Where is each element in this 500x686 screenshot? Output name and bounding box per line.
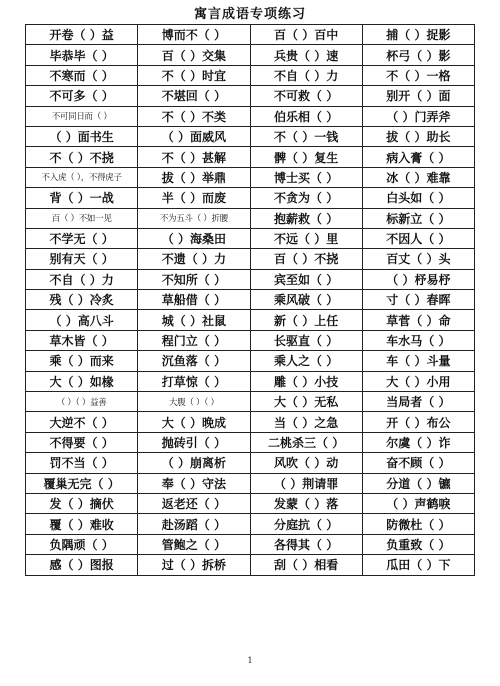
table-row (26, 371, 475, 391)
table-row (26, 392, 475, 412)
idiom-cell: （ ）荆请罪 (250, 473, 362, 493)
idiom-cell: 不为五斗（ ）折腰 (138, 208, 250, 228)
idiom-cell: 百（ ）不挠 (250, 249, 362, 269)
idiom-cell: 百丈（ ）头 (362, 249, 474, 269)
idiom-cell: 分道（ ）镳 (362, 473, 474, 493)
idiom-cell: 不远（ ）里 (250, 228, 362, 248)
idiom-cell: 不可救（ ） (250, 86, 362, 106)
idiom-cell: 宾至如（ ） (250, 269, 362, 289)
idiom-cell: 病入膏（ ） (362, 147, 474, 167)
idiom-cell: 赴汤蹈（ ） (138, 514, 250, 534)
idiom-cell: 不（ ）一钱 (250, 126, 362, 146)
idiom-cell: 髀（ ）复生 (250, 147, 362, 167)
idiom-cell: 大（ ）晚成 (138, 412, 250, 432)
idiom-cell: 瓜田（ ）下 (362, 555, 474, 575)
idiom-cell: 过（ ）拆桥 (138, 555, 250, 575)
idiom-cell: 百（ ）交集 (138, 45, 250, 65)
idiom-cell: （ ）崩离析 (138, 453, 250, 473)
table-row (26, 310, 475, 330)
table-row (26, 473, 475, 493)
idiom-cell: 开（ ）布公 (362, 412, 474, 432)
idiom-cell: （ ）面威风 (138, 126, 250, 146)
idiom-cell: 白头如（ ） (362, 188, 474, 208)
idiom-cell: 负隅顽（ ） (26, 534, 138, 554)
idiom-cell: 博而不（ ） (138, 25, 250, 45)
idiom-cell: 不（ ）不挠 (26, 147, 138, 167)
idiom-cell: 发（ ）摘伏 (26, 493, 138, 513)
idiom-cell: 不学无（ ） (26, 228, 138, 248)
idiom-cell: 奉（ ）守法 (138, 473, 250, 493)
idiom-cell: （ ）杼易杼 (362, 269, 474, 289)
idiom-cell: 车水马（ ） (362, 330, 474, 350)
idiom-cell: 大（ ）无私 (250, 392, 362, 412)
idiom-cell: 标新立（ ） (362, 208, 474, 228)
idiom-cell: 程门立（ ） (138, 330, 250, 350)
idiom-cell: 乘人之（ ） (250, 351, 362, 371)
idiom-cell: （ ）高八斗 (26, 310, 138, 330)
table-row (26, 432, 475, 452)
idiom-cell: 半（ ）而废 (138, 188, 250, 208)
idiom-cell: 各得其（ ） (250, 534, 362, 554)
idiom-table (25, 24, 475, 576)
idiom-cell: 当局者（ ） (362, 392, 474, 412)
idiom-cell: 覆（ ）难收 (26, 514, 138, 534)
table-row (26, 290, 475, 310)
idiom-cell: 兵贵（ ）速 (250, 45, 362, 65)
idiom-cell: 大（ ）小用 (362, 371, 474, 391)
idiom-cell: 不因人（ ） (362, 228, 474, 248)
idiom-cell: 博士买（ ） (250, 167, 362, 187)
idiom-cell: 刮（ ）相看 (250, 555, 362, 575)
idiom-cell: 不遗（ ）力 (138, 249, 250, 269)
idiom-cell: 长驱直（ ） (250, 330, 362, 350)
idiom-cell: 拔（ ）助长 (362, 126, 474, 146)
idiom-cell: 防微杜（ ） (362, 514, 474, 534)
idiom-cell: 不入虎（ ），不得虎子 (26, 167, 138, 187)
idiom-cell: 不堪回（ ） (138, 86, 250, 106)
idiom-cell: 不（ ）不类 (138, 106, 250, 126)
idiom-cell: 不贪为（ ） (250, 188, 362, 208)
idiom-cell: 返老还（ ） (138, 493, 250, 513)
idiom-cell: （ ）声鹤唳 (362, 493, 474, 513)
idiom-cell: 分庭抗（ ） (250, 514, 362, 534)
idiom-cell: 百（ ）不如一见 (26, 208, 138, 228)
idiom-cell: 冰（ ）难靠 (362, 167, 474, 187)
idiom-cell: 别开（ ）面 (362, 86, 474, 106)
table-row (26, 45, 475, 65)
idiom-cell: 草船借（ ） (138, 290, 250, 310)
idiom-cell: 杯弓（ ）影 (362, 45, 474, 65)
idiom-cell: 尔虞（ ）诈 (362, 432, 474, 452)
idiom-cell: 抛砖引（ ） (138, 432, 250, 452)
idiom-cell: 捕（ ）捉影 (362, 25, 474, 45)
table-row (26, 534, 475, 554)
idiom-cell: 别有天（ ） (26, 249, 138, 269)
idiom-cell: 拔（ ）举鼎 (138, 167, 250, 187)
idiom-cell: 当（ ）之急 (250, 412, 362, 432)
idiom-cell: 奋不顾（ ） (362, 453, 474, 473)
idiom-cell: 雕（ ）小技 (250, 371, 362, 391)
table-row (26, 86, 475, 106)
table-row (26, 25, 475, 45)
table-row (26, 514, 475, 534)
idiom-cell: 风吹（ ）动 (250, 453, 362, 473)
page-number: 1 (247, 656, 253, 665)
idiom-cell: （ ）（ ）益善 (26, 392, 138, 412)
idiom-cell: 发蒙（ ）落 (250, 493, 362, 513)
table-row (26, 106, 475, 126)
idiom-cell: 城（ ）社鼠 (138, 310, 250, 330)
idiom-table-body (26, 25, 475, 576)
table-row (26, 147, 475, 167)
table-row (26, 167, 475, 187)
idiom-cell: 负重致（ ） (362, 534, 474, 554)
idiom-cell: 不可多（ ） (26, 86, 138, 106)
table-row (26, 188, 475, 208)
idiom-cell: 车（ ）斗量 (362, 351, 474, 371)
idiom-cell: 不寒而（ ） (26, 65, 138, 85)
idiom-cell: 残（ ）冷炙 (26, 290, 138, 310)
idiom-cell: 大逆不（ ） (26, 412, 138, 432)
table-row (26, 453, 475, 473)
idiom-cell: 不（ ）甚解 (138, 147, 250, 167)
idiom-cell: 大腹（ ）（ ） (138, 392, 250, 412)
idiom-cell: 不自（ ）力 (26, 269, 138, 289)
idiom-cell: 沉鱼落（ ） (138, 351, 250, 371)
idiom-cell: （ ）面书生 (26, 126, 138, 146)
idiom-cell: 百（ ）百中 (250, 25, 362, 45)
idiom-cell: 不（ ）时宜 (138, 65, 250, 85)
idiom-cell: 草菅（ ）命 (362, 310, 474, 330)
table-row (26, 351, 475, 371)
worksheet-title: 寓言成语专项练习 (193, 7, 306, 22)
idiom-cell: 新（ ）上任 (250, 310, 362, 330)
idiom-cell: 管鲍之（ ） (138, 534, 250, 554)
idiom-cell: 乘风破（ ） (250, 290, 362, 310)
idiom-cell: 寸（ ）春晖 (362, 290, 474, 310)
table-row (26, 126, 475, 146)
table-row (26, 65, 475, 85)
idiom-cell: 覆巢无完（ ） (26, 473, 138, 493)
idiom-cell: 二桃杀三（ ） (250, 432, 362, 452)
idiom-cell: 毕恭毕（ ） (26, 45, 138, 65)
idiom-cell: 抱薪救（ ） (250, 208, 362, 228)
idiom-cell: （ ）门弄斧 (362, 106, 474, 126)
idiom-cell: 打草惊（ ） (138, 371, 250, 391)
idiom-cell: 背（ ）一战 (26, 188, 138, 208)
idiom-cell: 伯乐相（ ） (250, 106, 362, 126)
idiom-cell: 不自（ ）力 (250, 65, 362, 85)
idiom-cell: 罚不当（ ） (26, 453, 138, 473)
idiom-cell: 开卷（ ）益 (26, 25, 138, 45)
table-row (26, 330, 475, 350)
table-row (26, 249, 475, 269)
idiom-cell: 不（ ）一格 (362, 65, 474, 85)
table-row (26, 208, 475, 228)
table-row (26, 412, 475, 432)
idiom-cell: （ ）海桑田 (138, 228, 250, 248)
idiom-cell: 乘（ ）而来 (26, 351, 138, 371)
idiom-cell: 大（ ）如椽 (26, 371, 138, 391)
idiom-cell: 感（ ）图报 (26, 555, 138, 575)
idiom-cell: 不可同日而（ ） (26, 106, 138, 126)
idiom-cell: 草木皆（ ） (26, 330, 138, 350)
table-row (26, 555, 475, 575)
idiom-cell: 不得要（ ） (26, 432, 138, 452)
table-row (26, 228, 475, 248)
table-row (26, 493, 475, 513)
table-row (26, 269, 475, 289)
idiom-cell: 不知所（ ） (138, 269, 250, 289)
